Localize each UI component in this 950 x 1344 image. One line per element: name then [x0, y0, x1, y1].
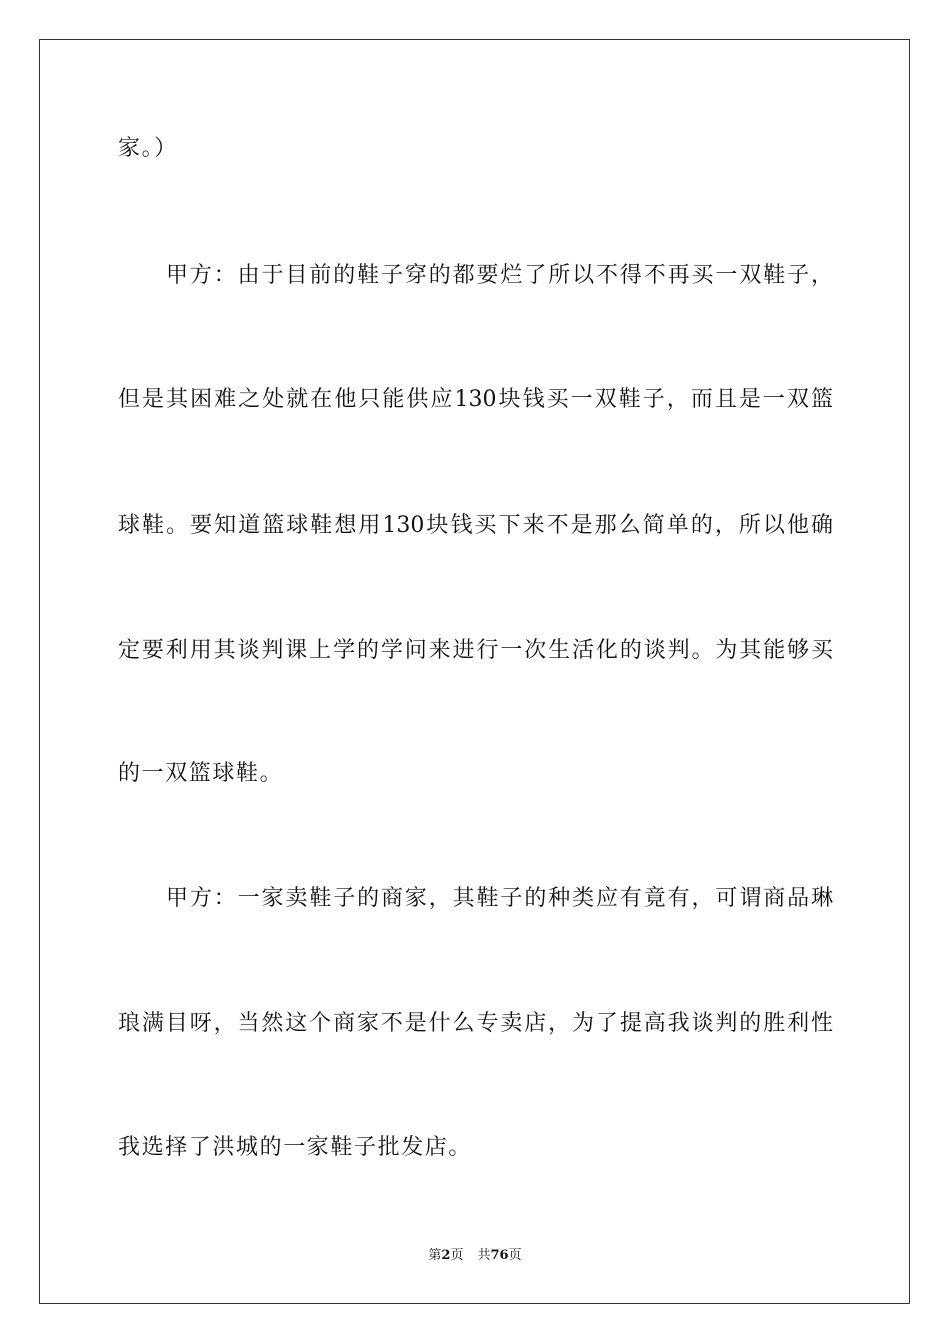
text-line-5: 定要利用其谈判课上学的学问来进行一次生活化的谈判。为其能够买 [118, 638, 833, 663]
text-line-7: 甲方：一家卖鞋子的商家，其鞋子的种类应有竟有，可谓商品琳 [166, 886, 833, 911]
text-line-4: 球鞋。要知道篮球鞋想用130块钱买下来不是那么简单的，所以他确 [118, 513, 833, 538]
footer-total-pages: 76 [490, 1248, 509, 1263]
footer-page-suffix: 页 [450, 1248, 464, 1263]
page-footer [0, 1247, 950, 1265]
text-line-9: 我选择了洪城的一家鞋子批发店。 [118, 1135, 473, 1160]
page-border [39, 39, 910, 1304]
footer-total-suffix: 页 [508, 1248, 522, 1263]
text-line-1: 家。） [118, 136, 178, 161]
text-line-8: 琅满目呀，当然这个商家不是什么专卖店，为了提高我谈判的胜利性 [118, 1011, 833, 1036]
text-line-2: 甲方：由于目前的鞋子穿的都要烂了所以不得不再买一双鞋子， [166, 263, 833, 288]
footer-total-prefix: 共 [477, 1248, 491, 1263]
text-line-3: 但是其困难之处就在他只能供应130块钱买一双鞋子，而且是一双篮 [118, 387, 833, 412]
footer-page-number: 2 [441, 1248, 451, 1263]
footer-page-prefix: 第 [428, 1248, 442, 1263]
text-line-6: 的一双篮球鞋。 [118, 761, 284, 786]
